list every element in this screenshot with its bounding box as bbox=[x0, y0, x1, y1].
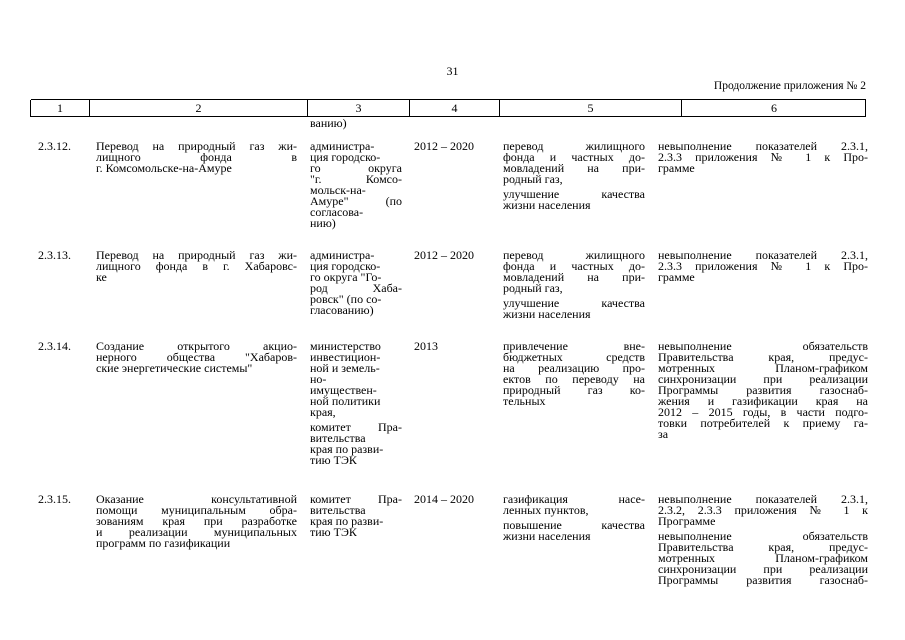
row-number: 2.3.15. bbox=[38, 492, 71, 506]
column-number-6: 6 bbox=[771, 101, 777, 115]
appendix-continuation-note: Продолжение приложения № 2 bbox=[713, 80, 866, 92]
row-number: 2.3.12. bbox=[38, 139, 71, 153]
implementation-period: 2012 – 2020 bbox=[414, 248, 474, 262]
non-fulfillment-consequence: невыполнение обязательств Правительства края, предус- мотренных Планом-графиком синхронизации при реализации Программы развития газоснаб- жения и газификации края на 2012 – 2015 годы, в части подго- товки потребителей к приему га- за bbox=[658, 339, 868, 441]
implementation-period: 2012 – 2020 bbox=[414, 139, 474, 153]
table-header-row bbox=[31, 99, 866, 117]
implementation-period: 2013 bbox=[414, 339, 438, 353]
measure-title: Создание открытого акцио- нерного общества "Хабаров- ские энергетические системы" bbox=[96, 339, 297, 375]
non-fulfillment-consequence: невыполнение показателей 2.3.1, 2.3.3 приложения № 1 к Про- грамме bbox=[658, 248, 868, 284]
row-number: 2.3.13. bbox=[38, 248, 71, 262]
non-fulfillment-consequence: невыполнение показателей 2.3.1, 2.3.3 приложения № 1 к Про- грамме bbox=[658, 139, 868, 175]
expected-result: перевод жилищного фонда и частных до- мовладений на при- родный газ, улучшение качества жизни населения bbox=[503, 248, 645, 321]
measure-title: Перевод на природный газ жи- лищного фонда в г. Комсомольске-на-Амуре bbox=[96, 139, 297, 175]
expected-result: газификация насе- ленных пунктов, повышение качества жизни населения bbox=[503, 492, 645, 543]
responsible-party: комитет Пра- вительства края по разви- тию ТЭК bbox=[310, 492, 402, 539]
measure-title: Оказание консультативной помощи муниципальным обра- зованиям края при разработке и реализации муниципальных программ по газификации bbox=[96, 492, 297, 550]
non-fulfillment-consequence: невыполнение показателей 2.3.1, 2.3.2, 2.3.3 приложения № 1 к Программе невыполнение обязательств Правительства края, предус- мотренных Планом-графиком синхронизации при реализации Программы развития газоснаб- bbox=[658, 492, 868, 587]
responsible-party: администра- ция городско- го округа "Го- род Хаба- ровск" (по со- гласованию) bbox=[310, 248, 402, 317]
column-number-2: 2 bbox=[195, 101, 202, 115]
responsible-party: министерство инвестицион- ной и земель- но- имуществен- ной политики края, комитет Пра- вительства края по разви- тию ТЭК bbox=[310, 339, 402, 467]
responsible-party: администра- ция городско- го округа "г. Комсо- мольск-на- Амуре" (по согласова- нию) bbox=[310, 139, 402, 230]
implementation-period: 2014 – 2020 bbox=[414, 492, 474, 506]
column-number-3: 3 bbox=[355, 101, 362, 115]
expected-result: перевод жилищного фонда и частных до- мовладений на при- родный газ, улучшение качества жизни населения bbox=[503, 139, 645, 212]
column-number-1: 1 bbox=[57, 101, 63, 115]
page-number: 31 bbox=[446, 64, 459, 78]
measure-title: Перевод на природный газ жи- лищного фонда в г. Хабаровс- ке bbox=[96, 248, 297, 284]
carryover-text: ванию) bbox=[310, 116, 347, 130]
column-number-4: 4 bbox=[451, 101, 458, 115]
row-number: 2.3.14. bbox=[38, 339, 71, 353]
expected-result: привлечение вне- бюджетных средств на реализацию про- ектов по переводу на природный газ ко- тельных bbox=[503, 339, 645, 408]
column-number-5: 5 bbox=[587, 101, 594, 115]
